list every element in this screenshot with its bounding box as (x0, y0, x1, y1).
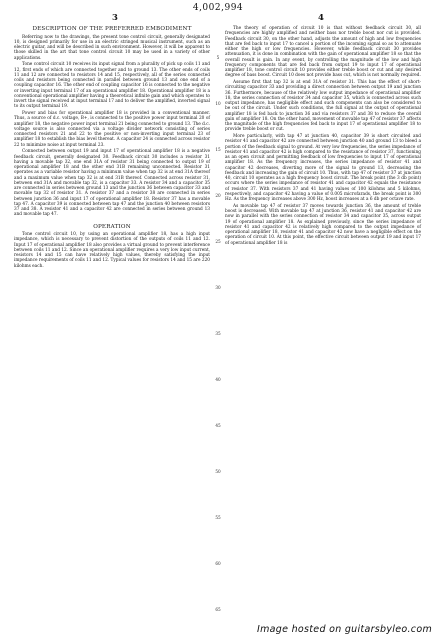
paragraph: Assume first that tap 32 is at end 31A of resistor 31. This has the effect of short-circuiting capacitor 33 and providing a direct connection between output 19 and junction 36. Furthermore, because of the relatively low output impedance of operational amplifier 18, the series connection of resistor 34 and capacitor 35, which is connected across such output impedance, has negligible effect and such components can also be considered to be out of the circuit. Under such conditions, the full signal at the output of operational amplifier 18 is fed back to junction 36 and via resistors 37 and 38 to reduce the overall gain of amplifier 18. On the other hand, movement of movable tap 47 of resistor 37 affects the magnitude of the high frequencies fed back to input 17 of operational amplifier 18 to provide treble boost or cut. (225, 80, 421, 133)
line-number: 5 (216, 55, 220, 60)
paragraph: Connected between output 19 and input 17 of operational amplifier 18 is a negative feedback circuit, generally designated 30. Feedback circuit 30 includes a resistor 31 having a movable tap 32, one end 31A of resistor 31 being connected to output 19 of operational amplifier 18 and the other end 31B remaining unconnected. Resistor 31 operates as a variable resistor having a minimum value when tap 32 is at end 31A thereof and a maximum value when tap 32 is at end 31B thereof. Connected across resistor 31, between end 31A and movable tap 32, is a capacitor 33. A resistor 34 and a capacitor 35 are connected in series between ground 13 and the junction 36 between capacitor 33 and movable tap 32 of resistor 31. A resistor 37 and a resistor 38 are connected in series between junction 36 and input 17 of operational amplifier 18. Resistor 37 has a movable tap 47. A capacitor 39 is connected between tap 47 and the junction 40 between resistors 37 and 38. A resistor 41 and a capacitor 42 are connected in series between ground 13 and movable tap 47. (14, 149, 210, 218)
line-number: 65 (215, 607, 221, 612)
paragraph: More particularly, with tap 47 at junction 40, capacitor 39 is short circuited and resistor 41 and capacitor 42 are connected between junction 40 and ground 13 to bleed a portion of the feedback signal to ground. At very low frequencies, the series impedance of resistor 41 and capacitor 42 is high compared to the resistance of resistor 37, functioning as an open circuit and permitting feedback of low frequencies to input 17 of operational amplifier 18. As the frequency increases, the series impedance of resistor 41 and capacitor 42 decreases, diverting more of the signal to ground 13, decreasing the feedback and increasing the gain of circuit 10. Thus, with tap 47 of resistor 37 at junction 40, circuit 10 operates as a high frequency boost circuit. The break point (the 3 db point) occurs where the series impedance of resistor 41 and capacitor 42 equals the resistance of resistor 37. With resistors 37 and 41 having values of 100 kilohms and 5 kilohms, respectively, and capacitor 42 having a value of 0.005 microfarads, the break point is 300 Hz. As the frequency increases above 300 Hz, boost increases at a 6 db per octave rate. (225, 134, 421, 202)
paragraph: Power and bias for operational amplifier 18 is provided in a conventional manner. Thus, a source of d.c. voltage, B+, is connected to the positive power input terminal 20 of amplifier 18, the negative power input terminal 21 being connected to ground 13. The d.c. voltage source is also connected via a voltage divider network consisting of series connected resistors 21 and 22 to the positive or non-inverting input terminal 23 of amplifier 18 to establish the bias level thereat. A capacitor 24 is connected across resistor 22 to minimize noise at input terminal 23. (14, 111, 210, 148)
paragraph: Tone control circuit 10, by using an operational amplifier 18, has a high input impedance, which is necessary to prevent distortion of the outputs of coils 11 and 12. Input 17 of operational amplifier 18 also provides a virtual ground to prevent interference between coils 11 and 12. Since an operational amplifier requires a very low input current, resistors 14 and 15 can have relatively high values, thereby satisfying the input impedance requirements of coils 11 and 12. Typical values for resistors 14 and 15 are 220 kilohms each. (14, 232, 210, 269)
line-number: 50 (215, 469, 221, 474)
page-header (0, 3, 436, 15)
paragraph: Tone control circuit 10 receives its input signal from a plurality of pick up coils 11 and 12, first ends of which are connected together and to ground 13. The other ends of coils 11 and 12 are connected to resistors 14 and 15, respectively, all of the series connected coils and resistors being connected in parallel between ground 13 and one end of a coupling capacitor 16. The other end of coupling capacitor 16 is connected to the negative or inverting input terminal 17 of an operational amplifier 18. Operational amplifier 18 is a conventional operational amplifier having a theoretical infinite gain and which operates to invert the signal received at input terminal 17 and to deliver the amplified, inverted signal to its output terminal 19. (14, 62, 210, 110)
paragraph: The theory of operation of circuit 10 is that without feedback circuit 30, all frequencies are highly amplified and neither bass nor treble boost nor cut is provided. Feedback circuit 30, on the other hand, adjusts the amount of high and low frequencies that are fed back to input 17 to cancel a portion of the incoming signal so as to attenuate either the high or low frequencies. However, while feedback circuit 30 provides attenuation, it is done in combination with the gain of operational amplifier 18 so that the overall result is gain. In any event, by controlling the magnitude of the low and high frequency components that are fed back from output 19 to input 17 of operational amplifier 18, tone control circuit 10 provides either treble boost or cut and any desired degree of bass boost. Circuit 10 does not provide bass cut, which is not normally required. (225, 26, 421, 79)
line-number: 30 (215, 285, 221, 290)
right-column (225, 26, 421, 247)
section-heading-description: DESCRIPTION OF THE PREFERRED EMBODIMENT (32, 26, 192, 32)
line-number: 10 (215, 101, 221, 106)
line-number: 25 (215, 239, 221, 244)
line-number: 20 (215, 193, 221, 198)
patent-number: 4,002,994 (192, 3, 244, 13)
paragraph: As movable tap 47 of resistor 37 moves towards junction 36, the amount of treble boost is decreased. With movable tap 47 at junction 36, resistor 41 and capacitor 42 are now in parallel with the series connection of resistor 34 and capacitor 35, across output 19 of operational amplifier 18. As explained previously, since the series impedance of resistor 41 and capacitor 42 is relatively high compared to the output impedance of operational amplifier 18, resistor 41 and capacitor 42 now have a negligible effect on the operation of circuit 10. At this point, the effective circuit between output 19 and input 17 of operational amplifier 18 is (225, 203, 421, 246)
line-number: 55 (215, 515, 221, 520)
left-page-number: 3 (112, 13, 118, 23)
line-numbers (212, 26, 224, 626)
right-page-number: 4 (318, 13, 324, 23)
hosting-watermark: Image hosted on guitarsbyleo.com (257, 624, 432, 635)
line-number: 60 (215, 561, 221, 566)
line-number: 40 (215, 377, 221, 382)
paragraph: Referring now to the drawings, the present tone control circuit, generally designated 10, is designed primarily for use in an electric stringed musical instrument, such as an electric guitar, and will be described in such environment. However, it will be apparent to those skilled in the art that tone control circuit 10 may be used in a variety of other applications. (14, 34, 210, 61)
line-number: 35 (215, 331, 221, 336)
left-column (14, 26, 210, 270)
line-number: 45 (215, 423, 221, 428)
section-heading-operation: OPERATION (93, 223, 131, 230)
line-number: 15 (215, 147, 221, 152)
